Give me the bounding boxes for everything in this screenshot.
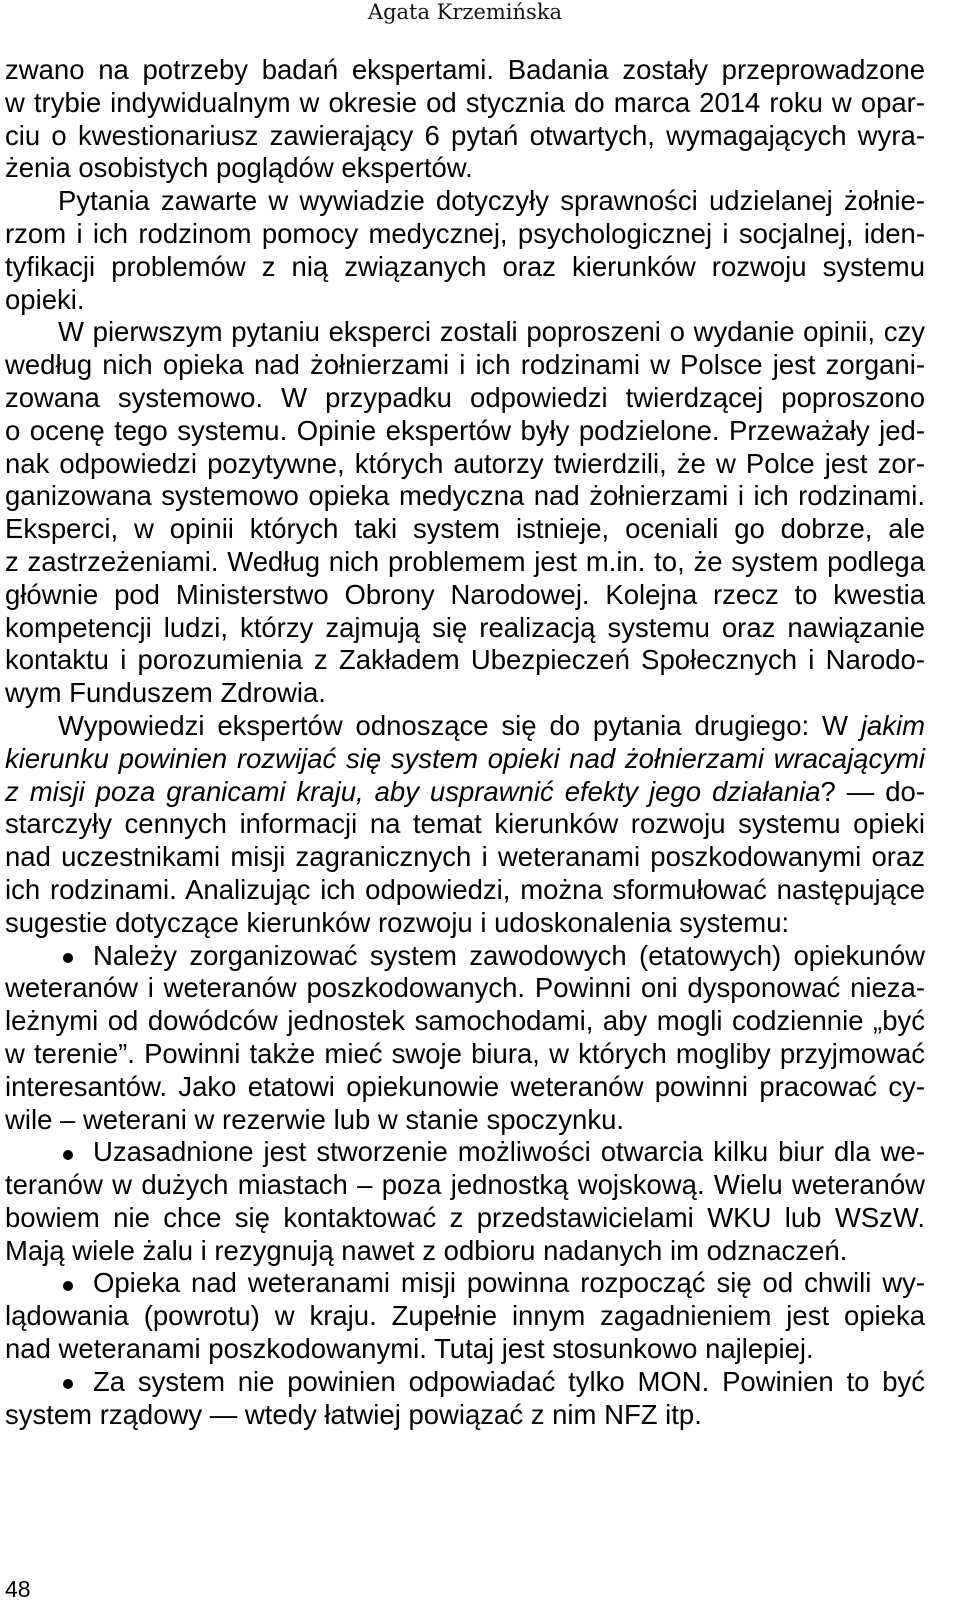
bullet-icon xyxy=(63,1150,73,1160)
emphasized-text: jakim xyxy=(860,709,925,741)
text-line: wile – weterani w rezerwie lub w stanie spoczynku. xyxy=(5,1103,625,1135)
text-line: opieki. xyxy=(5,283,85,315)
bullet-item xyxy=(5,1136,925,1267)
text-line xyxy=(5,743,925,776)
paragraph xyxy=(5,316,925,710)
bullet-item xyxy=(5,1366,925,1432)
text-line: kontaktu i porozumienia z Zakładem Ubezpieczeń Społecznych i Narodo- xyxy=(5,644,925,676)
text-line: bowiem nie chce się kontaktować z przedstawicielami WKU lub WSzW. xyxy=(5,1201,925,1233)
text-line: Opieka nad weteranami misji powinna rozpocząć się od chwili wy- xyxy=(93,1267,925,1299)
emphasized-text: z misji poza granicami kraju, aby usprawnić efekty jego działania xyxy=(5,775,821,807)
bullet-icon xyxy=(63,1281,73,1291)
text-line: Eksperci, w opinii których taki system istnieje, oceniali go dobrze, ale xyxy=(5,513,925,545)
text-line: system rządowy — wtedy łatwiej powiązać z nim NFZ itp. xyxy=(5,1398,702,1430)
text-line: leżnymi od dowódców jednostek samochodami, aby mogli codziennie „być xyxy=(5,1005,925,1037)
text-line: weteranów i weteranów poszkodowanych. Powinni oni dysponować nieza- xyxy=(5,972,925,1004)
paragraph xyxy=(5,710,925,940)
text-line xyxy=(58,710,925,743)
text-line: wym Funduszem Zdrowia. xyxy=(5,677,326,709)
text-line: teranów w dużych miastach – poza jednostką wojskową. Wielu weteranów xyxy=(5,1169,925,1201)
text-line: Należy zorganizować system zawodowych (etatowych) opiekunów xyxy=(93,939,925,971)
text-line: Uzasadnione jest stworzenie możliwości otwarcia kilku biur dla we- xyxy=(93,1136,925,1168)
text-line: Za system nie powinien odpowiadać tylko MON. Powinien to być xyxy=(93,1365,925,1397)
bullet-icon xyxy=(63,1379,73,1389)
text-line xyxy=(5,776,925,809)
text-line: ciu o kwestionariusz zawierający 6 pytań otwartych, wymagających wyra- xyxy=(5,119,925,151)
text-line: tyfikacji problemów z nią związanych oraz kierunków rozwoju systemu xyxy=(5,250,925,282)
text-line: kompetencji ludzi, którzy zajmują się realizacją systemu oraz nawiązanie xyxy=(5,611,925,643)
text-segment: Wypowiedzi ekspertów odnoszące się do pytania drugiego: W xyxy=(58,709,861,741)
bullet-icon xyxy=(63,953,73,963)
text-line: W pierwszym pytaniu eksperci zostali poproszeni o wydanie opinii, czy xyxy=(58,316,925,348)
bullet-item xyxy=(5,1267,925,1365)
text-line: nad weteranami poszkodowanymi. Tutaj jest stosunkowo najlepiej. xyxy=(5,1333,814,1365)
paragraph xyxy=(5,54,925,185)
text-line: żenia osobistych poglądów ekspertów. xyxy=(5,152,473,184)
text-line: z zastrzeżeniami. Według nich problemem jest m.in. to, że system podlega xyxy=(5,545,925,577)
text-line: ich rodzinami. Analizując ich odpowiedzi, można sformułować następujące xyxy=(5,873,925,905)
text-line: o ocenę tego systemu. Opinie ekspertów były podzielone. Przeważały jed- xyxy=(5,414,925,446)
paragraph xyxy=(5,185,925,316)
text-line: nak odpowiedzi pozytywne, których autorzy twierdzili, że w Polce jest zor- xyxy=(5,447,925,479)
text-line: zwano na potrzeby badań ekspertami. Badania zostały przeprowadzone xyxy=(5,54,925,85)
body-text xyxy=(5,54,925,1431)
running-header: Agata Krzemińska xyxy=(367,0,563,24)
text-line: Mają wiele żalu i rezygnują nawet z odbioru nadanych im odznaczeń. xyxy=(5,1234,848,1266)
text-line: nad uczestnikami misji zagranicznych i weteranami poszkodowanymi oraz xyxy=(5,841,925,873)
page-number: 48 xyxy=(5,1576,31,1602)
text-line: ganizowana systemowo opieka medyczna nad żołnierzami i ich rodzinami. xyxy=(5,480,925,512)
text-line: Pytania zawarte w wywiadzie dotyczyły sprawności udzielanej żołnie- xyxy=(58,185,925,217)
text-line: rzom i ich rodzinom pomocy medycznej, psychologicznej i socjalnej, iden- xyxy=(5,217,925,249)
text-line: głównie pod Ministerstwo Obrony Narodowej. Kolejna rzecz to kwestia xyxy=(5,578,925,610)
text-line: lądowania (powrotu) w kraju. Zupełnie innym zagadnieniem jest opieka xyxy=(5,1300,925,1332)
text-line: zowana systemowo. W przypadku odpowiedzi twierdzącej poproszono xyxy=(5,381,925,413)
text-line: w terenie”. Powinni także mieć swoje biura, w których mogliby przyjmować xyxy=(5,1037,925,1069)
text-line: interesantów. Jako etatowi opiekunowie weteranów powinni pracować cy- xyxy=(5,1070,925,1102)
text-line: według nich opieka nad żołnierzami i ich rodzinami w Polsce jest zorgani- xyxy=(5,349,925,381)
text-segment: ? — do- xyxy=(820,775,925,807)
text-line: w trybie indywidualnym w okresie od stycznia do marca 2014 roku w opar- xyxy=(5,86,925,118)
bullet-item xyxy=(5,940,925,1137)
bullet-list xyxy=(5,940,925,1432)
text-line: sugestie dotyczące kierunków rozwoju i udoskonalenia systemu: xyxy=(5,906,790,938)
text-line: starczyły cennych informacji na temat kierunków rozwoju systemu opieki xyxy=(5,808,925,840)
emphasized-text: kierunku powinien rozwijać się system opieki nad żołnierzami wracającymi xyxy=(5,742,925,774)
